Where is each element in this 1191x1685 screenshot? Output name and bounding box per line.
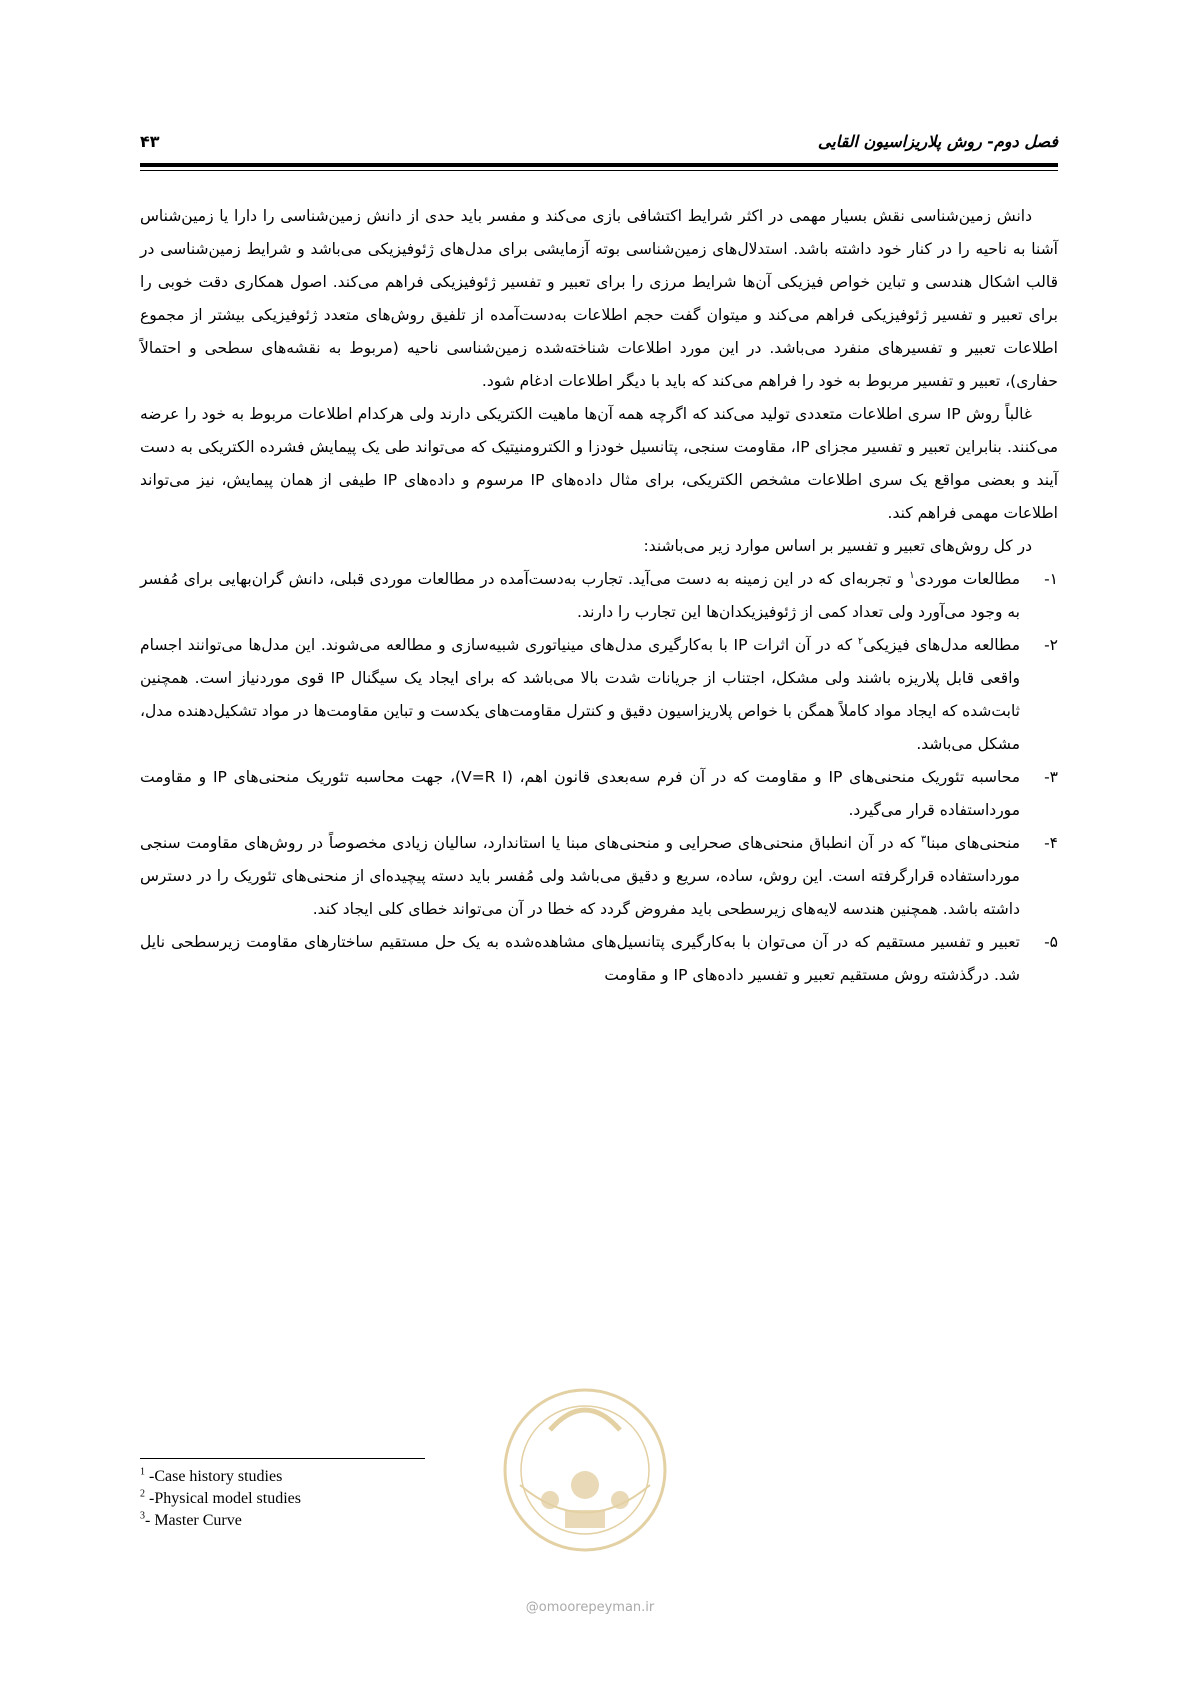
chapter-title: فصل دوم- روش پلاریزاسیون القایی — [817, 132, 1058, 151]
footnote-ref: ۱ — [909, 569, 915, 581]
list-item — [140, 761, 1058, 827]
footnote-marker: 1 — [140, 1466, 145, 1478]
footnote-text: -Case history studies — [145, 1468, 283, 1485]
footnote-marker: 2 — [140, 1488, 145, 1500]
footnote — [140, 1466, 301, 1488]
list-item-lead: منحنی‌های مبنا — [926, 834, 1020, 852]
list-item-text: که در آن اثرات IP با به‌کارگیری مدل‌های مینیاتوری شبیه‌سازی و مطالعه می‌شوند. این مدل‌ها می‌توانند اجسام واقعی قابل پلاریزه باشند ولی مشکل، اجتناب از جریانات شدت بالا می‌باشد که برای ایجاد یک سیگنال IP قوی موردنیاز است. همچنین ثابت‌شده که ایجاد مواد کاملاً همگن با خواص پلاریزاسیون دقیق و کنترل مقاومت‌های یکدست و تباین مقاومت‌ها در مواد تشکیل‌دهنده مدل، مشکل می‌باشد. — [140, 636, 1020, 753]
list-item-number: ۲- — [1044, 636, 1058, 654]
paragraph: غالباً روش IP سری اطلاعات متعددی تولید می‌کند که اگرچه همه آن‌ها ماهیت الکتریکی دارند ولی هرکدام اطلاعات مربوط به خود را عرضه می‌کنند. بنابراین تعبیر و تفسیر مجزای IP، مقاومت سنجی، پتانسیل خودزا و الکترومنیتیک که می‌تواند طی یک پیمایش فشرده الکتریکی به دست آیند و بعضی مواقع یک سری اطلاعات مشخص الکتریکی، برای مثال داده‌های IP مرسوم و داده‌های IP طیفی از همان پیمایش، نیز می‌تواند اطلاعات مهمی فراهم کند. — [140, 405, 1059, 522]
list-item-number: ۴- — [1044, 834, 1058, 852]
footnote — [140, 1510, 301, 1532]
list-item-text: که در آن انطباق منحنی‌های صحرایی و منحنی‌های مبنا یا استاندارد، سالیان زیادی مخصوصاً در روش‌های مقاومت سنجی مورداستفاده قرارگرفته است. این روش، ساده، سریع و دقیق می‌باشد ولی مُفسر باید دسته پیچیده‌ای از منحنی‌های تئوریک را در دسترس داشته باشد. همچنین هندسه لایه‌های زیرسطحی باید مفروض گردد که خطا در آن می‌تواند خطای کلی ایجاد کند. — [140, 834, 1020, 918]
list-item — [140, 827, 1058, 926]
list-item-lead: مطالعات موردی — [914, 570, 1020, 588]
footnotes — [140, 1466, 301, 1532]
header-rule-thick — [140, 163, 1058, 167]
list-item — [140, 629, 1058, 761]
page-header — [140, 122, 1058, 162]
paragraph: دانش زمین‌شناسی نقش بسیار مهمی در اکثر شرایط اکتشافی بازی می‌کند و مفسر باید حدی از دانش زمین‌شناسی را دارا یا زمین‌شناس آشنا به ناحیه را در کنار خود داشته باشد. استدلال‌های زمین‌شناسی بوته آزمایشی برای مدل‌های ژئوفیزیکی می‌باشد و شرایط زمین‌شناسی در قالب اشکال هندسی و تباین خواص فیزیکی آن‌ها شرایط مرزی را برای تعبیر و تفسیر ژئوفیزیکی فراهم می‌کند. اصول همکاری دقت خوبی را برای تعبیر و تفسیر ژئوفیزیکی فراهم می‌کند و میتوان گفت حجم اطلاعات به‌دست‌آمده از تلفیق روش‌های متعدد ژئوفیزیکی بیشتر از مجموع اطلاعات تعبیر و تفسیرهای منفرد می‌باشد. در این مورد اطلاعات شناخته‌شده زمین‌شناسی ناحیه (مربوط به نقشه‌های سطحی و احتمالاً حفاری)، تعبیر و تفسیر مربوط به خود را فراهم می‌کند که باید با دیگر اطلاعات ادغام شود. — [140, 207, 1058, 390]
list-item-lead: مطالعه مدل‌های فیزیکی — [863, 636, 1021, 654]
list-item-number: ۱- — [1044, 570, 1058, 588]
page-number: ۴۳ — [140, 132, 160, 151]
watermark-url: @omoorepeyman.ir — [525, 1600, 655, 1615]
list-item-text: محاسبه تئوریک منحنی‌های IP و مقاومت که در آن فرم سه‌بعدی قانون اهم، (V=R I)، جهت محاسبه تئوریک منحنی‌های IP و مقاومت مورداستفاده قرار می‌گیرد. — [140, 768, 1021, 819]
list-item-number: ۵- — [1044, 933, 1058, 951]
footnote-ref: ۳ — [920, 833, 927, 845]
list-item-text: و تجربه‌ای که در این زمینه به دست می‌آید. تجارب به‌دست‌آمده در مطالعات موردی قبلی، دانش گران‌بهایی برای مُفسر به وجود می‌آورد ولی تعداد کمی از ژئوفیزیکدان‌ها این تجارب را دارند. — [140, 570, 1020, 621]
watermark-logo — [490, 1370, 680, 1570]
footnote-rule — [140, 1458, 425, 1459]
list-item-text: تعبیر و تفسیر مستقیم که در آن می‌توان با به‌کارگیری پتانسیل‌های مشاهده‌شده به یک حل مستقیم ساختارهای مقاومت زیرسطحی نایل شد. درگذشته روش مستقیم تعبیر و تفسیر داده‌های IP و مقاومت — [140, 933, 1020, 984]
list-item — [140, 563, 1058, 629]
footnote-ref: ۲ — [857, 635, 864, 647]
footnote-marker: 3 — [140, 1510, 145, 1522]
body-text — [140, 200, 1058, 992]
paragraph: در کل روش‌های تعبیر و تفسیر بر اساس موارد زیر می‌باشند: — [643, 537, 1032, 555]
list-item-number: ۳- — [1044, 768, 1058, 786]
footnote-text: - Master Curve — [145, 1512, 242, 1529]
footnote — [140, 1488, 301, 1510]
list-item — [140, 926, 1058, 992]
header-rule-thin — [140, 170, 1058, 171]
footnote-text: -Physical model studies — [145, 1490, 301, 1507]
